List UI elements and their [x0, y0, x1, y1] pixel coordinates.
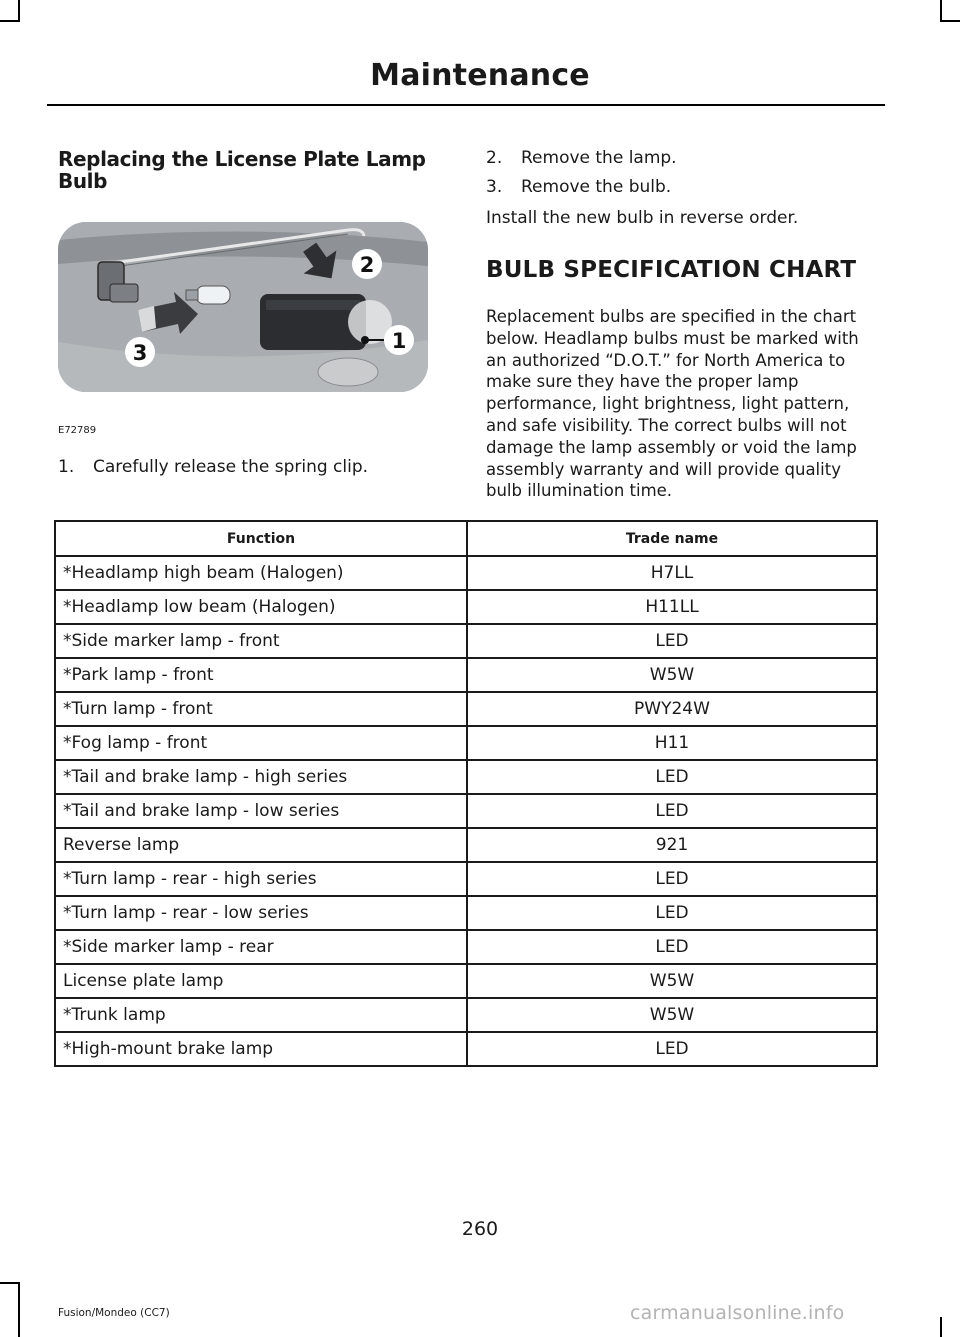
- table-row: [55, 828, 877, 862]
- crop-mark: [940, 20, 960, 22]
- table-row: [55, 692, 877, 726]
- function-cell: *Side marker lamp - rear: [55, 930, 467, 964]
- install-note: Install the new bulb in reverse order.: [486, 208, 799, 228]
- table-row: [55, 998, 877, 1032]
- function-cell: *Park lamp - front: [55, 658, 467, 692]
- callout-3: [125, 337, 155, 367]
- trade-name-cell: LED: [467, 794, 877, 828]
- chart-heading: BULB SPECIFICATION CHART: [486, 257, 857, 283]
- license-plate-lamp-figure: [58, 222, 428, 392]
- trade-name-cell: LED: [467, 930, 877, 964]
- function-cell: *Headlamp low beam (Halogen): [55, 590, 467, 624]
- function-cell: *Side marker lamp - front: [55, 624, 467, 658]
- step-text: Remove the lamp.: [521, 148, 677, 168]
- function-cell: *Headlamp high beam (Halogen): [55, 556, 467, 590]
- page-number: 260: [461, 1218, 499, 1240]
- crop-mark: [18, 1282, 20, 1337]
- trade-name-cell: LED: [467, 760, 877, 794]
- trade-name-cell: W5W: [467, 964, 877, 998]
- table-row: [55, 624, 877, 658]
- callout-2: [352, 249, 382, 279]
- step-2: [486, 147, 881, 176]
- figure-code: E72789: [58, 425, 97, 436]
- crop-mark: [940, 0, 942, 22]
- function-cell: *Turn lamp - rear - low series: [55, 896, 467, 930]
- trade-name-cell: LED: [467, 624, 877, 658]
- crop-mark: [0, 20, 20, 22]
- table-row: [55, 794, 877, 828]
- chart-paragraph: Replacement bulbs are specified in the chart below. Headlamp bulbs must be marked with an authorized “D.O.T.” for North America to make sure they have the proper lamp performance, light brightness, light pattern, and safe visibility. The correct bulbs will not damage the lamp assembly or void the lamp assembly warranty and will provide quality bulb illumination time.: [486, 307, 859, 501]
- trade-name-cell: H11LL: [467, 590, 877, 624]
- callout-1: [384, 325, 414, 355]
- trade-name-cell: LED: [467, 862, 877, 896]
- svg-text:3: 3: [132, 341, 148, 365]
- svg-text:2: 2: [359, 253, 375, 277]
- trade-name-cell: LED: [467, 896, 877, 930]
- function-cell: *Tail and brake lamp - high series: [55, 760, 467, 794]
- function-cell: *Trunk lamp: [55, 998, 467, 1032]
- trade-name-cell: W5W: [467, 658, 877, 692]
- steps-list: [486, 147, 881, 205]
- page-title: Maintenance: [370, 58, 590, 93]
- trade-name-cell: W5W: [467, 998, 877, 1032]
- step-1: [58, 456, 368, 485]
- step-number: 1.: [58, 457, 75, 477]
- function-cell: *Fog lamp - front: [55, 726, 467, 760]
- watermark-link[interactable]: carmanualsonline.info: [630, 1302, 845, 1324]
- crop-mark: [940, 1317, 942, 1337]
- figure-illustration: [58, 222, 428, 392]
- trade-name-cell: 921: [467, 828, 877, 862]
- table-header-row: [55, 521, 877, 556]
- table-row: [55, 726, 877, 760]
- column-header-trade-name: Trade name: [467, 521, 877, 556]
- section-title: Replacing the License Plate Lamp Bulb: [58, 147, 426, 193]
- table-row: [55, 590, 877, 624]
- table-row: [55, 862, 877, 896]
- column-header-function: Function: [55, 521, 467, 556]
- step-text: Remove the bulb.: [521, 177, 672, 197]
- crop-mark: [0, 1282, 20, 1284]
- step-number: 3.: [486, 177, 503, 197]
- model-footer: Fusion/Mondeo (CC7): [58, 1307, 170, 1319]
- function-cell: *Turn lamp - front: [55, 692, 467, 726]
- function-cell: *High-mount brake lamp: [55, 1032, 467, 1066]
- step-number: 2.: [486, 148, 503, 168]
- table-row: [55, 1032, 877, 1066]
- table-row: [55, 760, 877, 794]
- function-cell: *Turn lamp - rear - high series: [55, 862, 467, 896]
- table-row: [55, 556, 877, 590]
- bulb-specification-table: [54, 520, 878, 1067]
- trade-name-cell: H7LL: [467, 556, 877, 590]
- function-cell: *Tail and brake lamp - low series: [55, 794, 467, 828]
- trade-name-cell: H11: [467, 726, 877, 760]
- function-cell: License plate lamp: [55, 964, 467, 998]
- step-text: Carefully release the spring clip.: [93, 457, 369, 477]
- svg-text:1: 1: [391, 329, 407, 353]
- table-row: [55, 658, 877, 692]
- table-row: [55, 896, 877, 930]
- trade-name-cell: LED: [467, 1032, 877, 1066]
- table-row: [55, 930, 877, 964]
- step-3: [486, 176, 881, 205]
- crop-mark: [18, 0, 20, 22]
- trade-name-cell: PWY24W: [467, 692, 877, 726]
- function-cell: Reverse lamp: [55, 828, 467, 862]
- header-divider: [47, 104, 885, 106]
- table-row: [55, 964, 877, 998]
